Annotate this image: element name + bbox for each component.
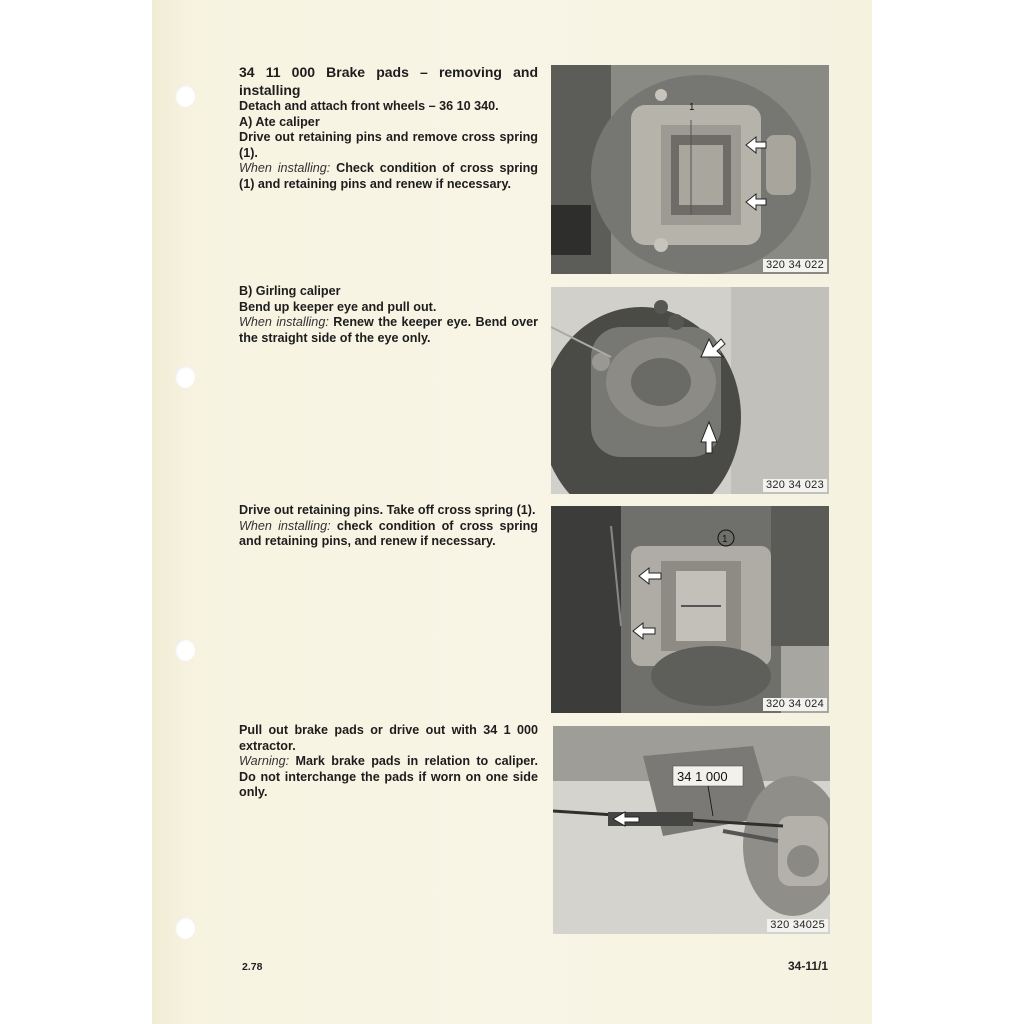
note-text: Renew the keeper eye. Bend over the straight side of the eye only. <box>239 315 539 345</box>
footer-date: 2.78 <box>242 961 263 973</box>
note-text: Check condition of cross spring (1) and retaining pins and renew if necessary. <box>239 161 538 191</box>
install-note <box>239 519 538 550</box>
page-heading: 34 11 000 Brake pads – removing and installing <box>239 64 538 98</box>
photo-girling-caliper <box>551 287 829 494</box>
figure-caption: 320 34 024 <box>763 698 827 711</box>
install-note <box>239 315 538 346</box>
install-note <box>239 161 538 192</box>
punch-hole <box>175 85 195 107</box>
warning-prefix: Warning: <box>239 754 290 769</box>
section-2-text <box>239 284 538 346</box>
instruction-line: Detach and attach front wheels – 36 10 340. <box>239 99 499 113</box>
footer-page-number: 34-11/1 <box>788 959 829 973</box>
figure-caption: 320 34025 <box>767 919 828 932</box>
callout-number: 1 <box>722 534 728 545</box>
tool-label: 34 1 000 <box>677 769 728 784</box>
note-prefix: When installing: <box>239 161 331 176</box>
callout-number: 1 <box>689 102 695 113</box>
note-text: check condition of cross spring and retaining pins, and renew if necessary. <box>239 518 539 549</box>
caliper-illustration <box>551 65 829 274</box>
figure-caption: 320 34 023 <box>763 479 827 492</box>
photo-ate-caliper <box>551 65 829 274</box>
extractor-illustration <box>553 726 830 934</box>
warning-note <box>239 754 538 801</box>
punch-hole <box>175 366 195 388</box>
subheading: B) Girling caliper <box>239 284 341 298</box>
punch-hole <box>175 639 195 661</box>
section-1-text <box>239 63 538 193</box>
instruction-line: Pull out brake pads or drive out with 34 1 000 extractor. <box>239 723 538 753</box>
instruction-line: Drive out retaining pins and remove cross spring (1). <box>239 130 538 160</box>
punch-hole <box>175 917 195 939</box>
caliper-illustration <box>551 287 829 494</box>
section-4-text <box>239 723 538 801</box>
photo-cross-spring <box>551 506 829 713</box>
photo-extractor <box>553 726 830 934</box>
instruction-line: Bend up keeper eye and pull out. <box>239 299 437 314</box>
section-3-text <box>239 503 538 550</box>
note-prefix: When installing: <box>239 518 331 533</box>
note-prefix: When installing: <box>239 315 329 330</box>
figure-caption: 320 34 022 <box>763 259 827 272</box>
caliper-illustration <box>551 506 829 713</box>
warning-text: Mark brake pads in relation to caliper. Do not interchange the pads if worn on one side only. <box>239 754 538 800</box>
subheading: A) Ate caliper <box>239 114 320 129</box>
instruction-line: Drive out retaining pins. Take off cross spring (1). <box>239 503 536 517</box>
